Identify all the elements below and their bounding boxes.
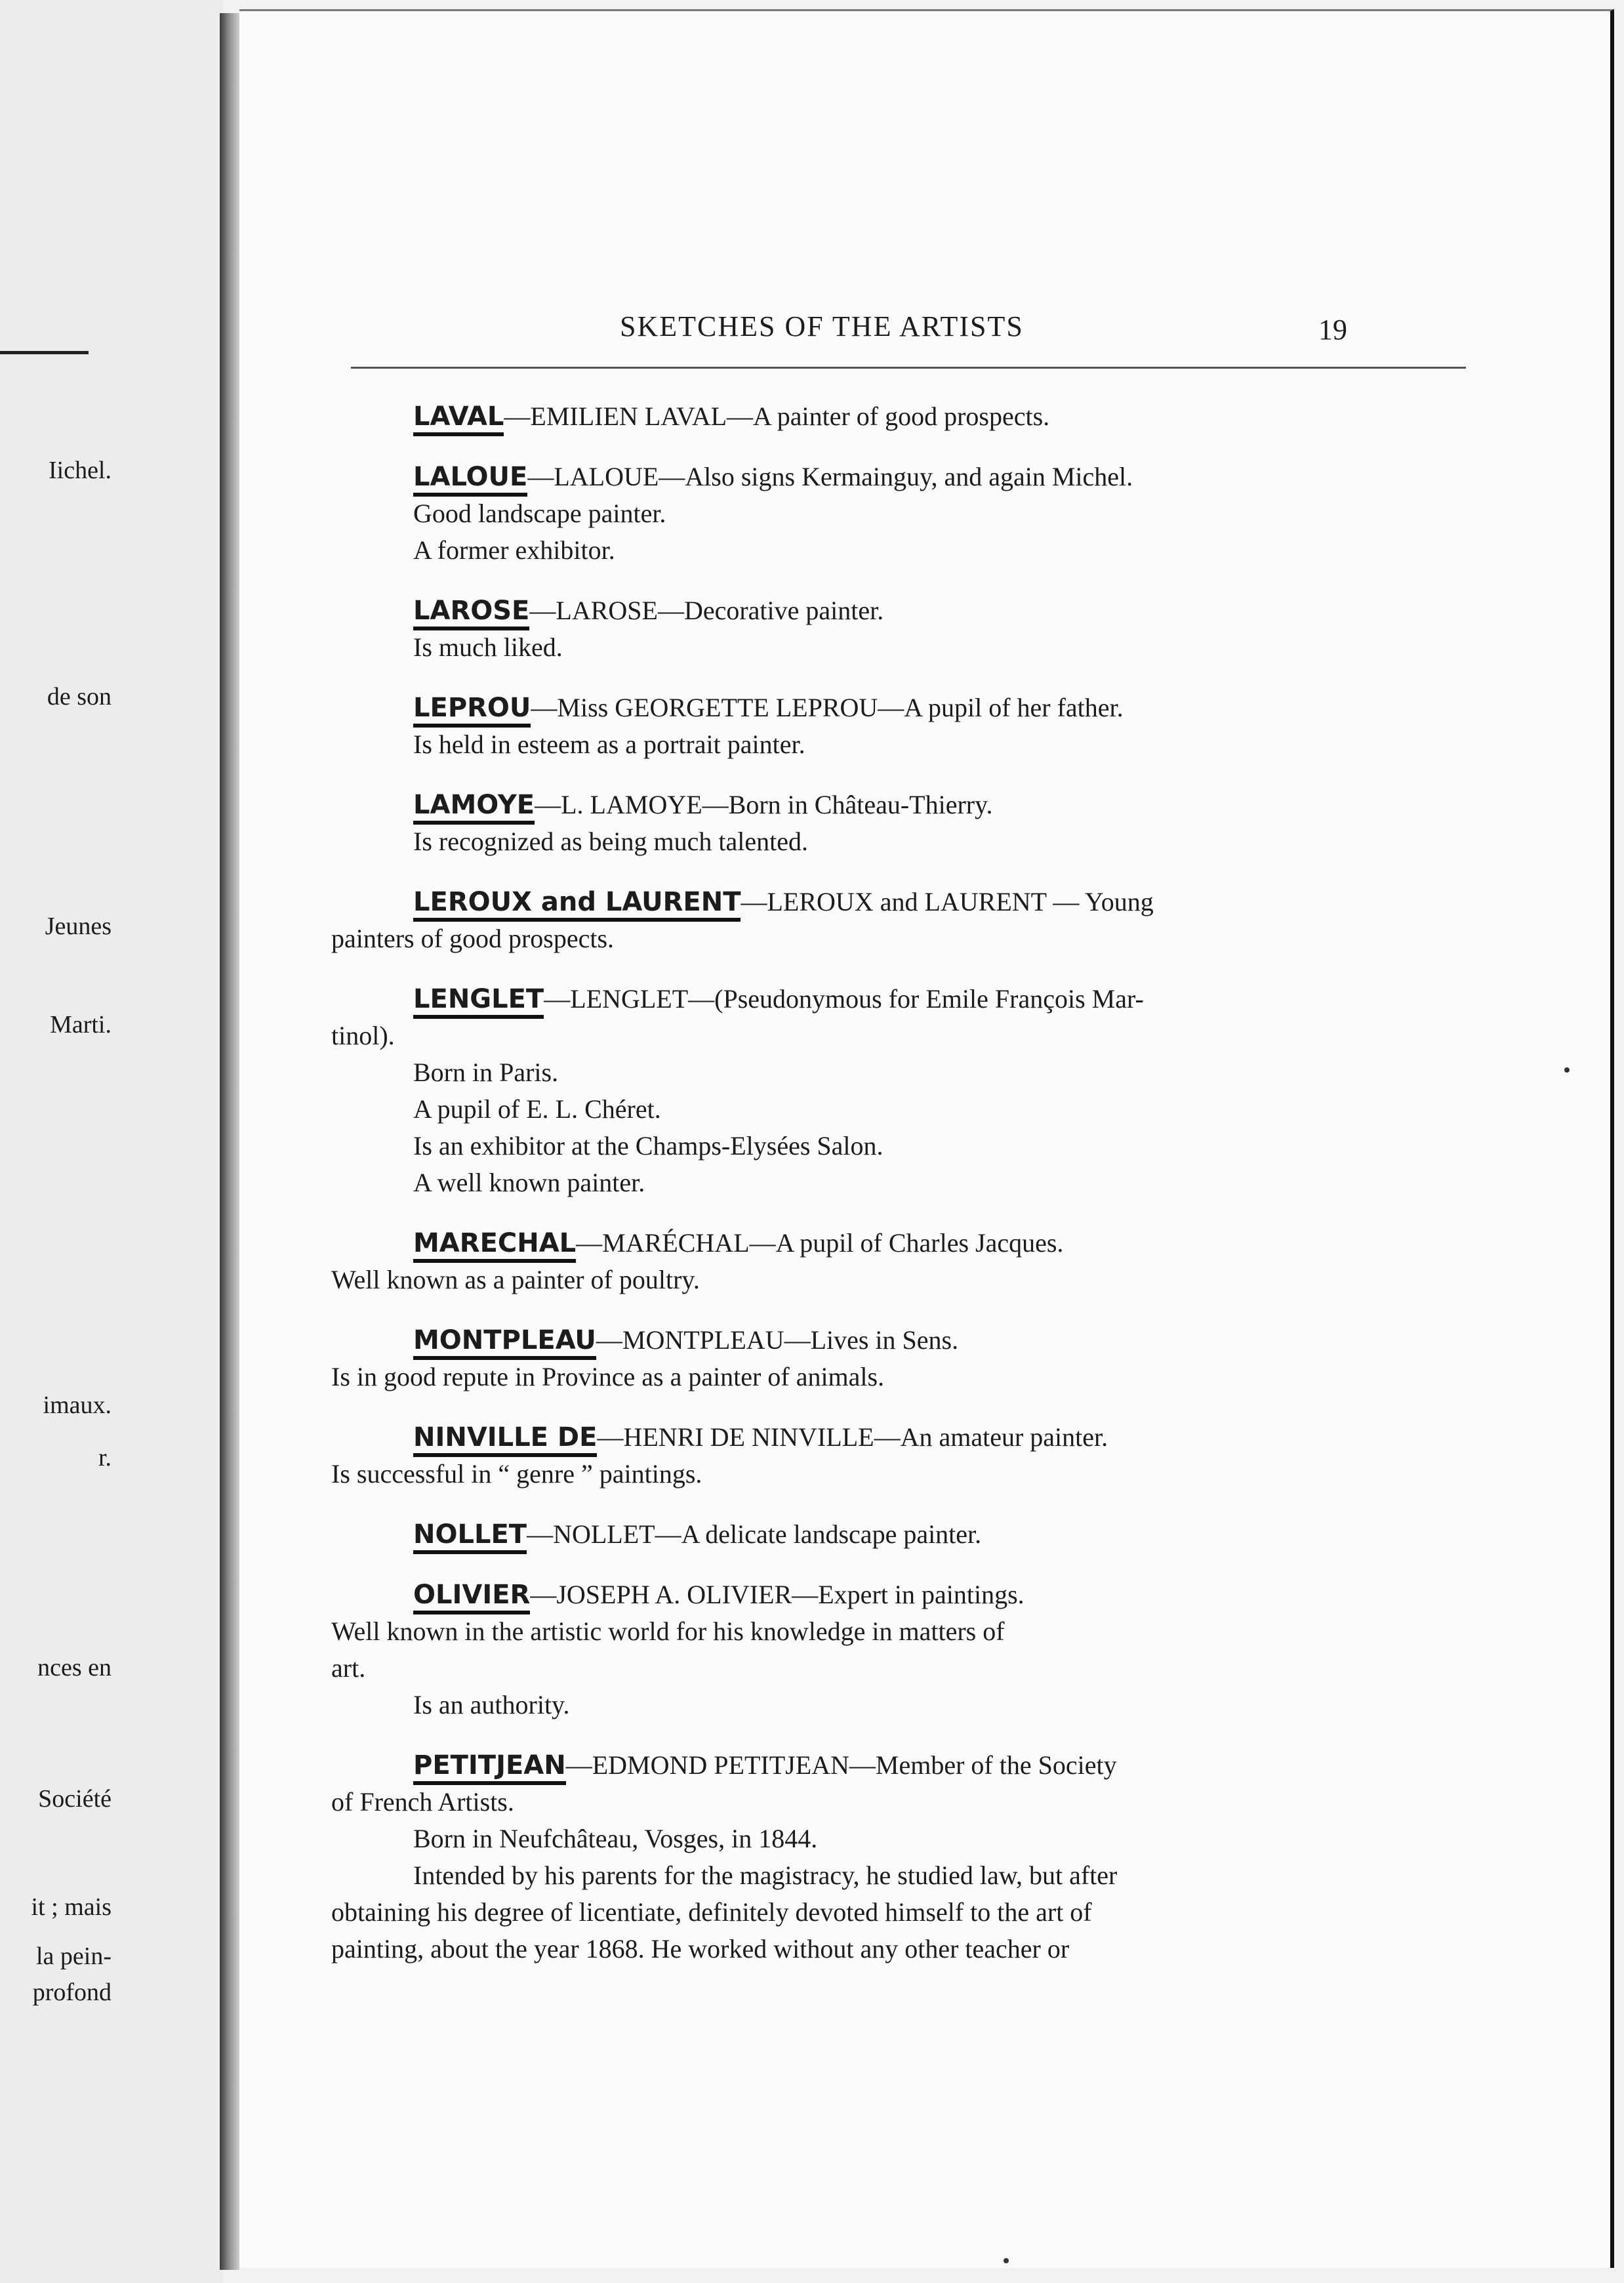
- facing-page-edge: [0, 0, 223, 2283]
- entry-heading-line: [331, 1747, 1446, 1784]
- artist-description: —NOLLET—A delicate landscape painter.: [527, 1519, 982, 1549]
- entry-heading-line: [331, 1419, 1446, 1456]
- entry-heading-line: [331, 459, 1446, 495]
- artist-entry: [331, 787, 1446, 860]
- entry-text-line: Is successful in “ genre ” paintings.: [331, 1459, 702, 1489]
- entry-text-line: Is an exhibitor at the Champs-Elysées Salon.: [413, 1131, 883, 1161]
- entry-text-line: A pupil of E. L. Chéret.: [413, 1094, 661, 1124]
- facing-page-fragment: de son: [47, 683, 112, 710]
- artist-description: —Miss GEORGETTE LEPROU—A pupil of her father.: [531, 693, 1124, 722]
- entry-text-line: Is held in esteem as a portrait painter.: [413, 730, 805, 759]
- entry-text-line: A well known painter.: [413, 1168, 645, 1197]
- entry-heading-line: [331, 787, 1446, 823]
- artist-name: LEPROU: [413, 693, 531, 728]
- artist-entry: [331, 1516, 1446, 1553]
- artist-entry: [331, 592, 1446, 666]
- artist-name: LENGLET: [413, 984, 544, 1019]
- artist-name: PETITJEAN: [413, 1750, 566, 1785]
- artist-name: LAVAL: [413, 401, 504, 436]
- artist-entries: [331, 398, 1446, 1991]
- artist-name: NOLLET: [413, 1519, 527, 1554]
- entry-heading-line: [331, 884, 1446, 920]
- entry-text-line: painting, about the year 1868. He worked without any other teacher or: [331, 1934, 1070, 1964]
- artist-entry: [331, 1322, 1446, 1395]
- facing-page-fragment: la pein-: [35, 1943, 112, 1970]
- entry-text-line: art.: [331, 1653, 366, 1683]
- entry-text-line: of French Artists.: [331, 1787, 514, 1817]
- entry-heading-line: [331, 689, 1446, 726]
- page-number: 19: [1318, 314, 1347, 346]
- entry-text-line: Intended by his parents for the magistracy, he studied law, but after: [413, 1861, 1118, 1890]
- artist-name: LAROSE: [413, 596, 529, 630]
- artist-name: NINVILLE DE: [413, 1422, 597, 1457]
- artist-description: —JOSEPH A. OLIVIER—Expert in paintings.: [530, 1580, 1025, 1609]
- artist-description: —MARÉCHAL—A pupil of Charles Jacques.: [576, 1228, 1064, 1258]
- entry-text-line: painters of good prospects.: [331, 924, 615, 953]
- entry-heading-line: [331, 592, 1446, 629]
- entry-heading-line: [331, 1576, 1446, 1613]
- facing-page-fragment: imaux.: [43, 1391, 112, 1419]
- artist-entry: [331, 884, 1446, 957]
- artist-description: —LEROUX and LAURENT — Young: [741, 887, 1154, 916]
- entry-text-line: obtaining his degree of licentiate, definitely devoted himself to the art of: [331, 1897, 1092, 1927]
- facing-page-fragment: Marti.: [50, 1011, 112, 1039]
- entry-heading-line: [331, 1516, 1446, 1553]
- artist-entry: [331, 1225, 1446, 1298]
- entry-text-line: Is in good repute in Province as a painter of animals.: [331, 1362, 885, 1391]
- entry-text-line: Is much liked.: [413, 632, 563, 662]
- artist-name: LALOUE: [413, 462, 527, 497]
- facing-page-fragment: Iichel.: [48, 457, 112, 484]
- artist-description: —MONTPLEAU—Lives in Sens.: [596, 1325, 959, 1355]
- artist-description: —L. LAMOYE—Born in Château-Thierry.: [535, 790, 993, 819]
- entry-heading-line: [331, 398, 1446, 435]
- facing-page-fragment: nces en: [37, 1654, 112, 1681]
- artist-entry: [331, 1747, 1446, 1967]
- entry-text-line: A former exhibitor.: [413, 535, 615, 565]
- artist-name: LEROUX and LAURENT: [413, 887, 741, 922]
- entry-heading-line: [331, 1322, 1446, 1359]
- book-page: [239, 9, 1614, 2268]
- entry-text-line: Well known as a painter of poultry.: [331, 1265, 700, 1294]
- artist-entry: [331, 1419, 1446, 1492]
- entry-text-line: Is an authority.: [413, 1690, 570, 1719]
- ink-speck: [1004, 2258, 1009, 2263]
- entry-text-line: Well known in the artistic world for his knowledge in matters of: [331, 1616, 1005, 1646]
- entry-heading-line: [331, 1225, 1446, 1262]
- artist-name: OLIVIER: [413, 1580, 530, 1615]
- artist-entry: [331, 1576, 1446, 1723]
- running-head: SKETCHES OF THE ARTISTS: [620, 310, 1024, 342]
- artist-name: MARECHAL: [413, 1228, 576, 1263]
- artist-entry: [331, 398, 1446, 435]
- artist-entry: [331, 981, 1446, 1201]
- artist-description: —EMILIEN LAVAL—A painter of good prospects.: [504, 401, 1050, 431]
- facing-page-fragment: profond: [32, 1979, 112, 2006]
- ink-speck: [1564, 1067, 1570, 1073]
- entry-text-line: Is recognized as being much talented.: [413, 827, 808, 856]
- artist-description: —LENGLET—(Pseudonymous for Emile François Mar-: [544, 984, 1144, 1014]
- artist-description: —HENRI DE NINVILLE—An amateur painter.: [597, 1422, 1108, 1452]
- artist-description: —LAROSE—Decorative painter.: [529, 596, 884, 625]
- facing-page-rule: [0, 351, 89, 354]
- artist-description: —EDMOND PETITJEAN—Member of the Society: [565, 1750, 1117, 1780]
- entry-text-line: Born in Paris.: [413, 1058, 559, 1087]
- artist-entry: [331, 459, 1446, 569]
- header-rule: [351, 367, 1466, 369]
- entry-text-line: Born in Neufchâteau, Vosges, in 1844.: [413, 1824, 818, 1853]
- facing-page-fragment: Société: [38, 1785, 112, 1813]
- entry-text-line: Good landscape painter.: [413, 499, 666, 528]
- artist-name: LAMOYE: [413, 790, 535, 825]
- entry-text-line: tinol).: [331, 1021, 395, 1050]
- artist-entry: [331, 689, 1446, 763]
- artist-description: —LALOUE—Also signs Kermainguy, and again Michel.: [527, 462, 1133, 491]
- book-gutter: [220, 13, 239, 2270]
- facing-page-fragment: it ; mais: [31, 1893, 112, 1921]
- entry-heading-line: [331, 981, 1446, 1018]
- artist-name: MONTPLEAU: [413, 1325, 596, 1360]
- facing-page-fragment: r.: [98, 1444, 112, 1471]
- facing-page-fragment: Jeunes: [45, 913, 112, 940]
